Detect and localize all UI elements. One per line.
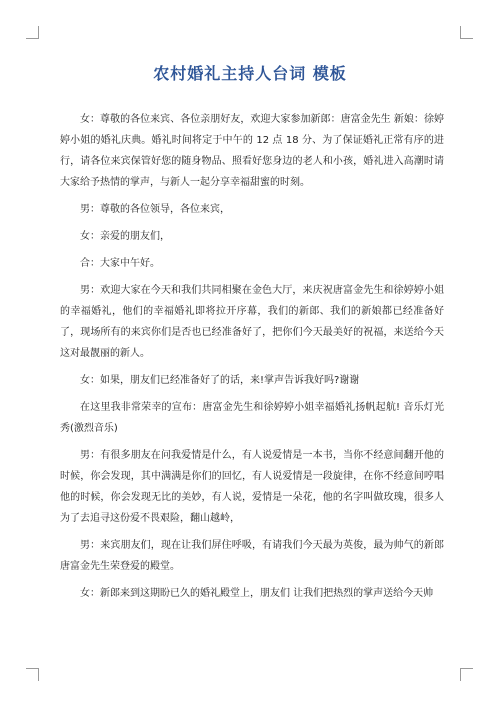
paragraph: 女：新郎来到这期盼已久的婚礼殿堂上，朋友们 让我们把热烈的掌声送给今天帅	[80, 588, 434, 599]
paragraph: 女：亲爱的朋友们，	[80, 231, 170, 242]
document-body	[60, 109, 444, 610]
paragraph: 在这里我非常荣幸的宣布：唐富金先生和徐婷婷小姐幸福婚礼扬帆起航! 音乐灯光秀(激烈音乐)	[60, 402, 444, 434]
paragraph: 男：来宾朋友们，现在让我们屏住呼吸，有请我们今天最为英俊，最为帅气的新郎唐富金先生荣登爱的殿堂。	[60, 540, 444, 572]
crop-mark-top-right	[460, 26, 473, 39]
paragraph: 女：尊敬的各位来宾、各位亲朋好友，欢迎大家参加新郎：唐富金先生 新娘：徐婷婷小姐的婚礼庆典。婚礼时间将定于中午的 12 点 18 分、为了保证婚礼正常有序的进行，请各位来宾保管好您的随身物品、照看好您身边的老人和小孩，婚礼进入高潮时请大家给予热情的掌声，与新人一起分享幸福甜蜜的时刻。	[60, 114, 444, 188]
paragraph: 男：欢迎大家在今天和我们共同相聚在金色大厅，来庆祝唐富金先生和徐婷婷小姐的幸福婚礼，他们的幸福婚礼即将拉开序幕，我们的新郎、我们的新娘都已经准备好了，现场所有的来宾你们是否也已经准备好了，把你们今天最美好的祝福，来送给今天这对最靓丽的新人。	[60, 285, 444, 359]
crop-mark-bottom-left	[26, 668, 39, 681]
paragraph: 女：如果，朋友们已经准备好了的话，来!掌声告诉我好吗?谢谢	[80, 375, 360, 386]
crop-mark-bottom-right	[460, 668, 473, 681]
crop-mark-top-left	[26, 26, 39, 39]
paragraph: 男：尊敬的各位领导，各位来宾，	[80, 204, 230, 215]
paragraph: 合：大家中午好。	[80, 258, 160, 269]
document-title: 农村婚礼主持人台词 模板	[153, 64, 347, 83]
paragraph: 男：有很多朋友在问我爱情是什么，有人说爱情是一本书，当你不经意间翻开他的时候，你会发现，其中满满是你们的回忆，有人说爱情是一段旋律，在你不经意间哼唱他的时候，你会发现无比的美妙，有人说，爱情是一朵花，他的名字叫做玫瑰，很多人为了去追寻这份爱不畏艰险，翻山越岭，	[60, 450, 444, 524]
